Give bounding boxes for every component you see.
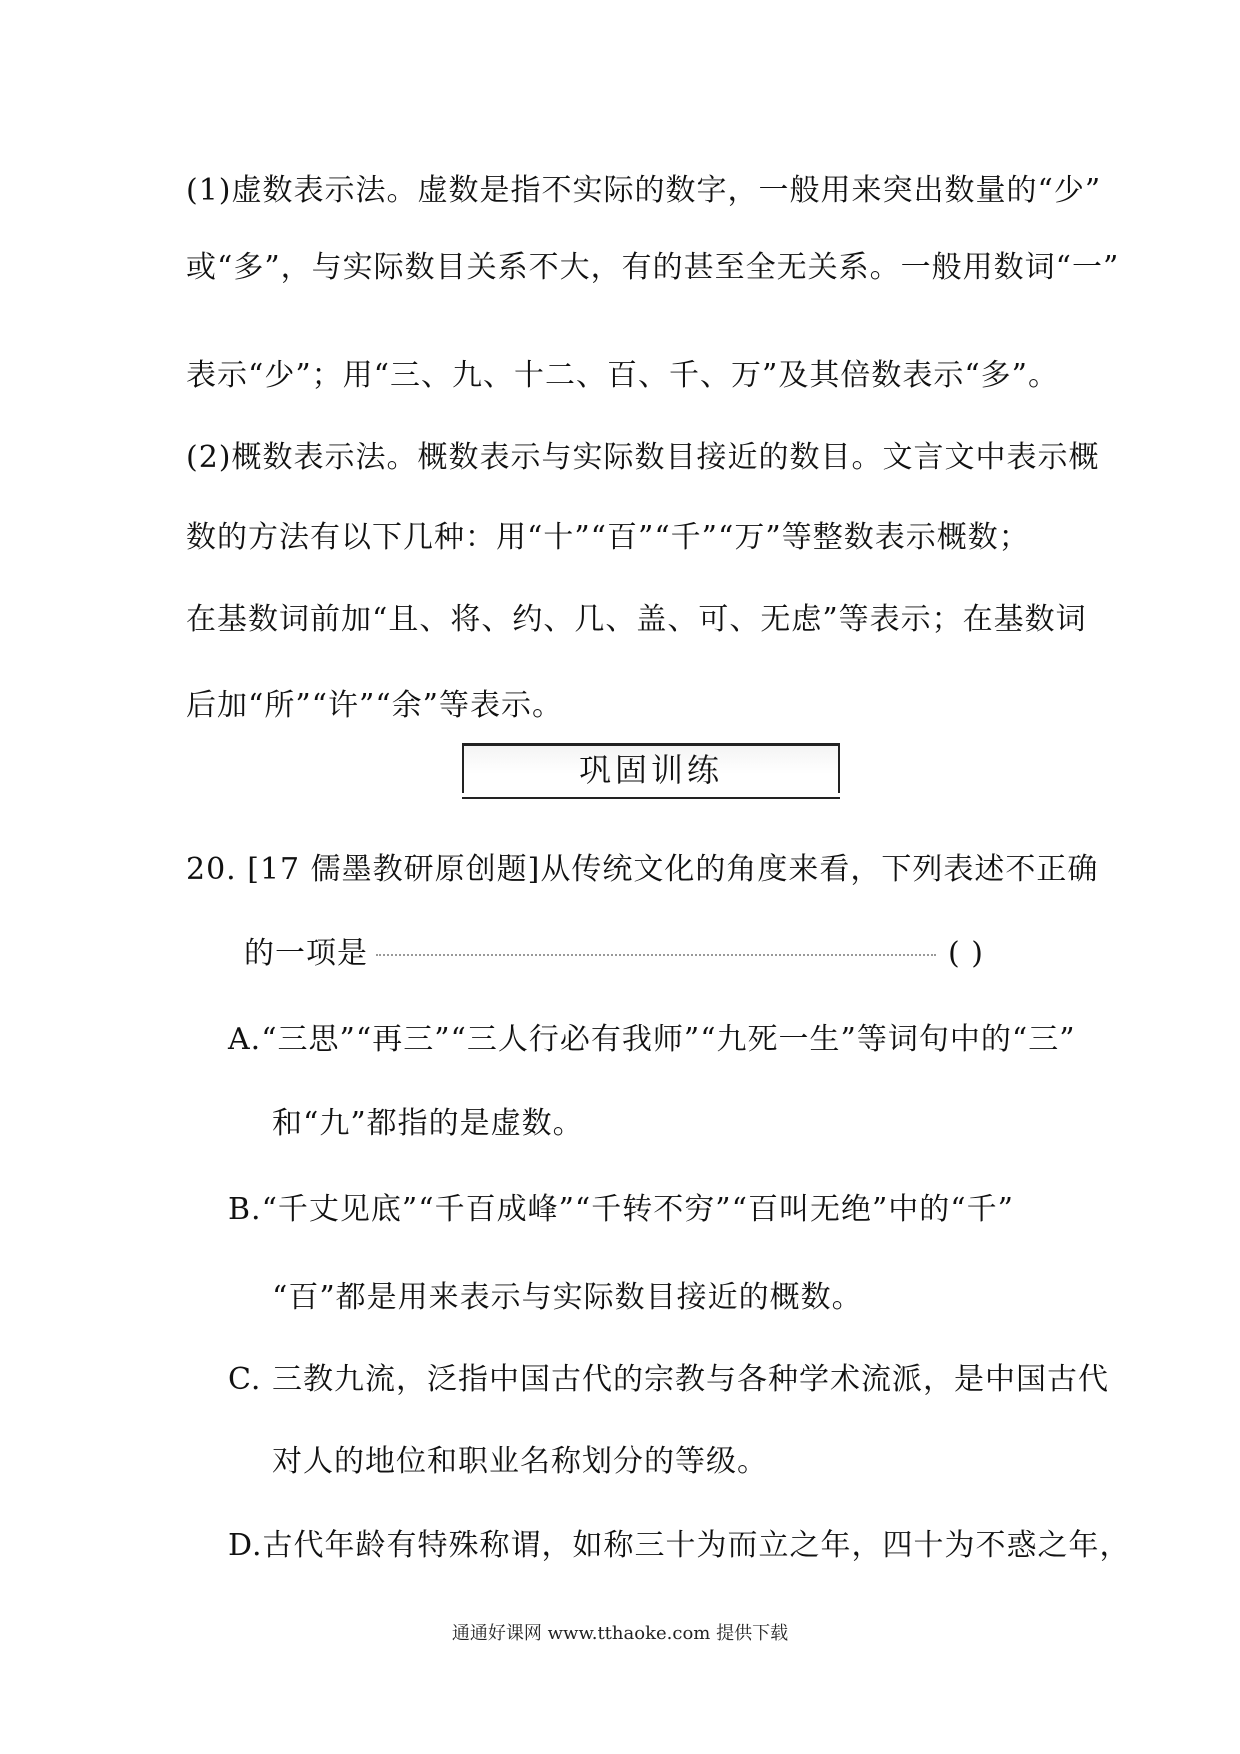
- option-a-line-2: 和“九”都指的是虚数。: [272, 1106, 584, 1141]
- answer-leader-dots: [376, 954, 936, 956]
- paragraph-line-3: 表示“少”；用“三、九、十二、百、千、万”及其倍数表示“多”。: [186, 358, 1060, 393]
- option-c-line-1: C. 三教九流，泛指中国古代的宗教与各种学术流派，是中国古代: [228, 1362, 1109, 1397]
- section-title: 巩固训练: [578, 751, 723, 789]
- option-b-line-2: “百”都是用来表示与实际数目接近的概数。: [272, 1280, 863, 1315]
- paragraph-line-1: (1)虚数表示法。虚数是指不实际的数字，一般用来突出数量的“少”: [186, 173, 1102, 208]
- question-stem-line-1: 20. [17 儒墨教研原创题]从传统文化的角度来看，下列表述不正确: [186, 852, 1099, 887]
- option-b-line-1: B.“千丈见底”“千百成峰”“千转不穷”“百叫无绝”中的“千”: [228, 1192, 1014, 1227]
- section-title-box: [462, 743, 840, 793]
- paragraph-line-5: 数的方法有以下几种：用“十”“百”“千”“万”等整数表示概数；: [186, 520, 1030, 555]
- paragraph-line-7: 后加“所”“许”“余”等表示。: [186, 688, 564, 723]
- question-stem-text: 的一项是: [244, 936, 368, 971]
- option-a-line-1: A.“三思”“再三”“三人行必有我师”“九死一生”等词句中的“三”: [228, 1022, 1076, 1057]
- paragraph-line-6: 在基数词前加“且、将、约、几、盖、可、无虑”等表示；在基数词: [186, 602, 1087, 637]
- question-stem-line-2: [244, 934, 984, 974]
- paragraph-line-4: (2)概数表示法。概数表示与实际数目接近的数目。文言文中表示概: [186, 440, 1100, 475]
- paragraph-line-2: 或“多”，与实际数目关系不大，有的甚至全无关系。一般用数词“一”: [186, 250, 1120, 285]
- option-d-line-1: D.古代年龄有特殊称谓，如称三十为而立之年，四十为不惑之年，: [228, 1528, 1131, 1563]
- footer-download-note: 通通好课网 www.tthaoke.com 提供下载: [451, 1623, 789, 1644]
- option-c-line-2: 对人的地位和职业名称划分的等级。: [272, 1444, 768, 1479]
- answer-bracket: ( ): [948, 936, 984, 971]
